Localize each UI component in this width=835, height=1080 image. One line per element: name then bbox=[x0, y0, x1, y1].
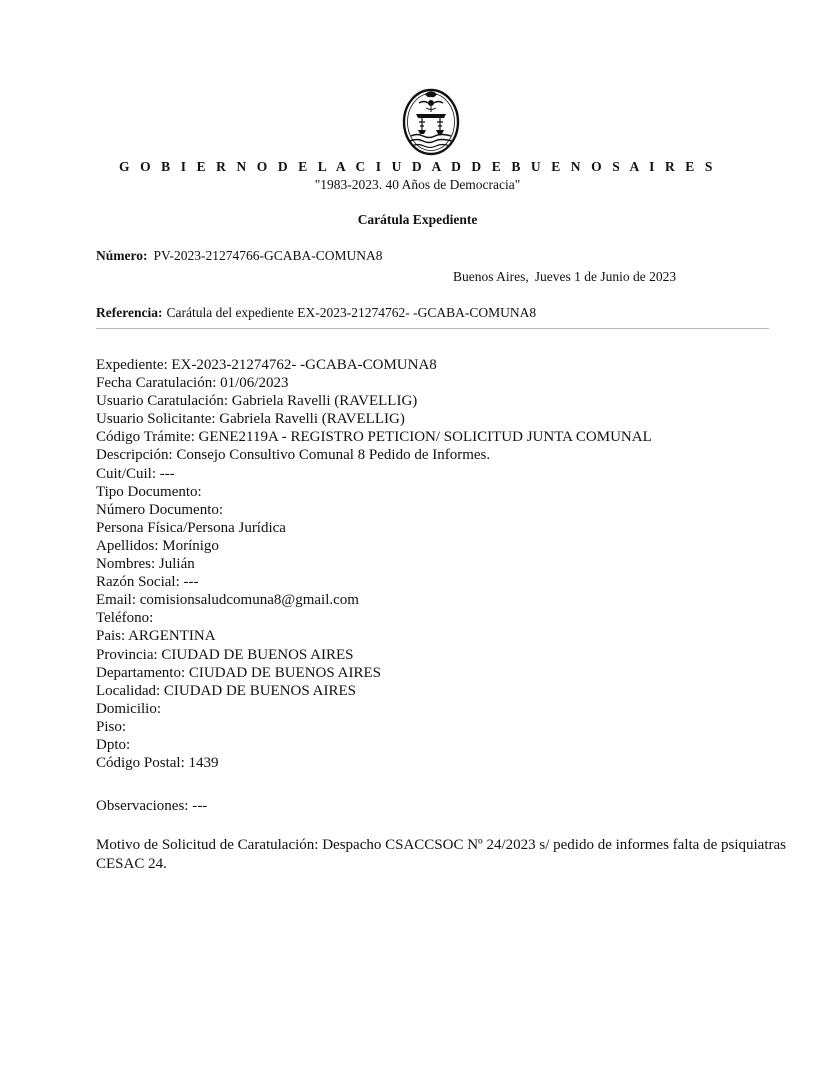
referencia-line bbox=[96, 305, 536, 321]
referencia-label: Referencia: bbox=[96, 305, 163, 320]
field-cuit-cuil: Cuit/Cuil: --- bbox=[96, 465, 175, 482]
field-nombres: Nombres: Julián bbox=[96, 556, 195, 573]
field-descripcion: Descripción: Consejo Consultivo Comunal 8 Pedido de Informes. bbox=[96, 447, 491, 464]
field-provincia: Provincia: CIUDAD DE BUENOS AIRES bbox=[96, 646, 354, 663]
field-usuario-caratulacion: Usuario Caratulación: Gabriela Ravelli (RAVELLIG) bbox=[96, 393, 418, 410]
numero-value: PV-2023-21274766-GCABA-COMUNA8 bbox=[153, 248, 383, 263]
referencia-value: Carátula del expediente EX-2023-21274762- -GCABA-COMUNA8 bbox=[166, 305, 537, 320]
document-title: Carátula Expediente bbox=[357, 212, 478, 227]
government-header: G O B I E R N O D E L A C I U D A D D E B U E N O S A I R E S bbox=[119, 159, 716, 174]
field-apellidos: Apellidos: Morínigo bbox=[96, 537, 219, 554]
numero-line bbox=[96, 248, 383, 264]
field-telefono: Teléfono: bbox=[96, 610, 154, 627]
field-tipo-documento: Tipo Documento: bbox=[96, 483, 202, 500]
field-email: Email: comisionsaludcomuna8@gmail.com bbox=[96, 592, 359, 609]
field-codigo-tramite: Código Trámite: GENE2119A - REGISTRO PETICION/ SOLICITUD JUNTA COMUNAL bbox=[96, 429, 652, 446]
field-fecha-caratulacion: Fecha Caratulación: 01/06/2023 bbox=[96, 375, 289, 392]
field-departamento: Departamento: CIUDAD DE BUENOS AIRES bbox=[96, 664, 381, 681]
observaciones: Observaciones: --- bbox=[96, 798, 208, 814]
field-localidad: Localidad: CIUDAD DE BUENOS AIRES bbox=[96, 682, 356, 699]
numero-label: Número: bbox=[96, 248, 148, 263]
field-persona: Persona Física/Persona Jurídica bbox=[96, 519, 286, 536]
date-line bbox=[453, 269, 676, 285]
field-usuario-solicitante: Usuario Solicitante: Gabriela Ravelli (RAVELLIG) bbox=[96, 411, 405, 428]
motivo-solicitud: Motivo de Solicitud de Caratulación: Despacho CSACCSOC Nº 24/2023 s/ pedido de informes falta de psiquiatras CESAC 24. bbox=[96, 837, 786, 872]
field-pais: Pais: ARGENTINA bbox=[96, 628, 216, 645]
field-codigo-postal: Código Postal: 1439 bbox=[96, 755, 219, 772]
field-numero-documento: Número Documento: bbox=[96, 501, 224, 518]
field-razon-social: Razón Social: --- bbox=[96, 574, 199, 591]
field-dpto: Dpto: bbox=[96, 736, 131, 753]
date-value: Jueves 1 de Junio de 2023 bbox=[534, 269, 677, 284]
field-expediente: Expediente: EX-2023-21274762- -GCABA-COMUNA8 bbox=[96, 357, 437, 373]
divider bbox=[96, 328, 769, 329]
field-domicilio: Domicilio: bbox=[96, 700, 161, 717]
field-piso: Piso: bbox=[96, 718, 127, 735]
date-place: Buenos Aires, bbox=[453, 269, 529, 284]
expediente-fields bbox=[96, 356, 652, 772]
city-coat-of-arms bbox=[402, 88, 460, 156]
motto: "1983-2023. 40 Años de Democracia" bbox=[314, 177, 521, 192]
